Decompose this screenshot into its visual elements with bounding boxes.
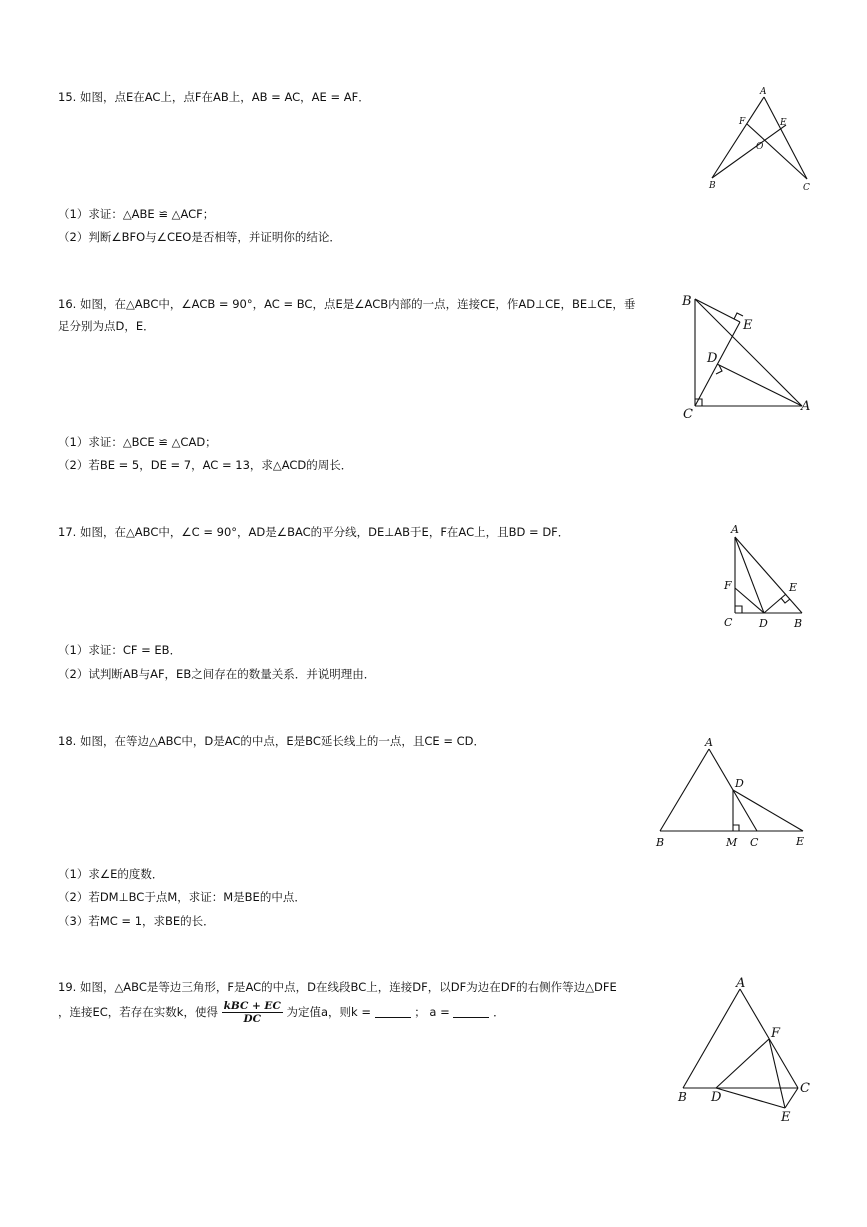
q19-fraction-numerator: kBC + EC <box>223 1000 281 1012</box>
q19-label-d: D <box>711 1090 722 1105</box>
q19-separator: ； a = <box>414 1005 454 1019</box>
q17-label-d: D <box>759 617 768 630</box>
q18-label-m: M <box>726 836 738 849</box>
q19-label-c: C <box>800 1081 810 1096</box>
q17-part1: （1）求证：CF = EB． <box>58 643 182 657</box>
q17-stem: 17. 如图，在△ABC中，∠C = 90°，AD是∠BAC的平分线，DE⊥AB于E，F在AC上，且BD = DF． <box>58 525 570 539</box>
q18-label-d: D <box>735 777 744 790</box>
q17-label-a: A <box>731 523 739 536</box>
q18-label-b: B <box>656 836 665 849</box>
q15-label-f: F <box>739 117 746 127</box>
q15-part1: （1）求证：△ABE ≌ △ACF； <box>58 207 215 221</box>
q19-line2-post: 为定值a，则k = <box>286 1005 375 1019</box>
q19-label-e: E <box>781 1110 791 1125</box>
q18-stem: 18. 如图，在等边△ABC中，D是AC的中点，E是BC延长线上的一点，且CE = CD． <box>58 734 486 748</box>
q15-label-b: B <box>709 181 716 191</box>
q19-label-f: F <box>771 1026 781 1041</box>
q15-label-o: O <box>756 142 764 152</box>
q18-label-e: E <box>796 835 805 848</box>
q17-label-f: F <box>724 579 732 592</box>
q17-part2: （2）试判断AB与AF，EB之间存在的数量关系．并说明理由． <box>58 667 376 681</box>
q16-label-a: A <box>801 399 811 414</box>
q18-part1: （1）求∠E的度数． <box>58 867 164 881</box>
q15-stem: 15. 如图，点E在AC上，点F在AB上，AB = AC，AE = AF． <box>58 90 370 104</box>
q19-stem-line1: 19. 如图，△ABC是等边三角形，F是AC的中点，D在线段BC上，连接DF，以DF为边在DF的右侧作等边△DFE <box>58 980 617 994</box>
q16-label-c: C <box>683 407 693 422</box>
q19-end: ． <box>493 1005 505 1019</box>
q19-lines <box>683 989 798 1108</box>
q19-label-a: A <box>736 976 746 991</box>
q19-fraction-denominator: DC <box>243 1013 261 1025</box>
q16-part1: （1）求证：△BCE ≌ △CAD； <box>58 435 217 449</box>
q17-label-c: C <box>724 616 733 629</box>
q18-label-c: C <box>750 836 759 849</box>
q16-stem-line2: 足分别为点D，E． <box>58 319 155 333</box>
q18-part2: （2）若DM⊥BC于点M，求证：M是BE的中点． <box>58 890 306 904</box>
q15-label-e: E <box>780 118 787 128</box>
q15-label-a: A <box>760 87 767 97</box>
q19-label-b: B <box>678 1090 687 1104</box>
q15-label-c: C <box>803 183 810 193</box>
q16-label-d: D <box>707 351 718 366</box>
q16-stem-line1: 16. 如图，在△ABC中，∠ACB = 90°，AC = BC，点E是∠ACB内部的一点，连接CE，作AD⊥CE，BE⊥CE，垂 <box>58 297 636 311</box>
q17-label-b: B <box>794 617 803 630</box>
q17-label-e: E <box>789 581 798 594</box>
q16-label-b: B <box>682 294 692 309</box>
q16-label-e: E <box>743 318 753 333</box>
q16-part2: （2）若BE = 5，DE = 7，AC = 13，求△ACD的周长． <box>58 458 353 472</box>
q19-line2-pre: ，连接EC，若存在实数k，使得 <box>58 1005 218 1019</box>
q18-part3: （3）若MC = 1，求BE的长． <box>58 914 215 928</box>
q18-label-a: A <box>705 736 713 749</box>
q15-part2: （2）判断∠BFO与∠CEO是否相等，并证明你的结论． <box>58 230 341 244</box>
